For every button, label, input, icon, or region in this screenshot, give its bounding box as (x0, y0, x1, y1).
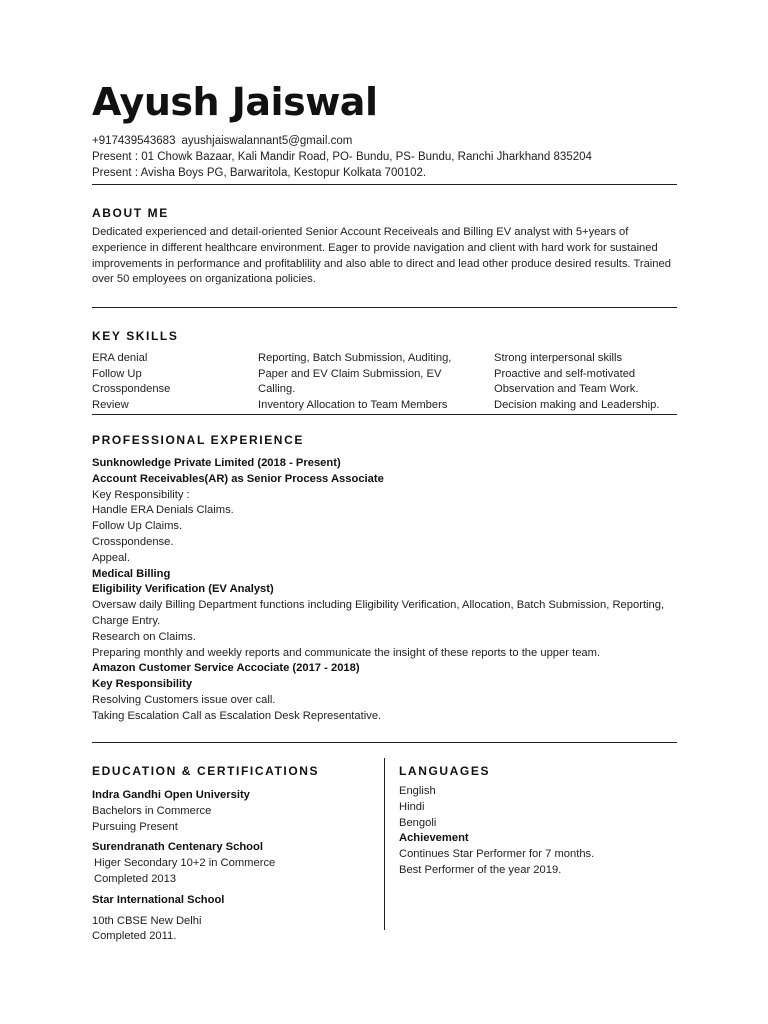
responsibility-item: Oversaw daily Billing Department functions including Eligibility Verification, Allocation, Batch Submission, Reporting, Charge Entry. (92, 599, 665, 627)
education-detail: Completed 2011. (92, 930, 177, 943)
job-role: Account Receivables(AR) as Senior Process Associate (92, 472, 384, 485)
skill-item: Paper and EV Claim Submission, EV (258, 367, 442, 380)
column-divider (384, 758, 385, 930)
skill-item: Proactive and self-motivated (494, 367, 636, 380)
education-block (92, 788, 275, 945)
skills-title: KEY SKILLS (92, 329, 179, 343)
skills-column-3 (494, 351, 659, 413)
language-item: Hindi (399, 800, 425, 813)
skill-item: Reporting, Batch Submission, Auditing, (258, 352, 452, 364)
responsibility-label: Key Responsibility (92, 678, 193, 691)
languages-title: LANGUAGES (399, 764, 491, 778)
about-title: ABOUT ME (92, 206, 169, 220)
skills-column-2 (258, 351, 451, 413)
skills-column-1 (92, 351, 170, 413)
language-item: English (399, 785, 436, 797)
skill-item: Crosspondense (92, 383, 171, 396)
responsibility-item: Resolving Customers issue over call. (92, 693, 276, 706)
education-detail: Bachelors in Commerce (92, 804, 212, 817)
skill-item: ERA denial (92, 352, 148, 364)
company-name: Amazon Customer Service Accociate (2017 - 2018) (92, 662, 360, 675)
achievement-item: Best Performer of the year 2019. (399, 863, 562, 876)
education-detail: Pursuing Present (92, 820, 178, 833)
about-text: Dedicated experienced and detail-oriented Senior Account Receiveals and Billing EV analyst with 5+years of experience in different healthcare environment. Eager to provide navigation and client with hard work for sustained improvements in performance and profitablility and also able to direct and lead other produce desired results. Trained over 50 employees on organizationa policies. (92, 226, 671, 286)
responsibility-item: Crosspondense. (92, 535, 174, 548)
skill-item: Strong interpersonal skills (494, 352, 623, 364)
skill-item: Observation and Team Work. (494, 383, 639, 396)
education-detail: Higer Secondary 10+2 in Commerce (94, 857, 276, 870)
job-role: Eligibility Verification (EV Analyst) (92, 583, 274, 596)
achievement-label: Achievement (399, 832, 469, 845)
skill-item: Decision making and Leadership. (494, 398, 660, 411)
languages-block (399, 784, 594, 879)
current-address: Present : Avisha Boys PG, Barwaritola, Kestopur Kolkata 700102. (92, 167, 427, 179)
skill-item: Follow Up (92, 367, 142, 380)
skill-item: Review (92, 398, 129, 411)
skill-item: Inventory Allocation to Team Members (258, 398, 448, 411)
candidate-name: Ayush Jaiswal (92, 80, 378, 124)
education-title: EDUCATION & CERTIFICATIONS (92, 764, 320, 778)
email-address: ayushjaiswalannant5@gmail.com (181, 135, 353, 147)
divider (92, 307, 677, 308)
language-item: Bengoli (399, 816, 437, 829)
permanent-address: Present : 01 Chowk Bazaar, Kali Mandir Road, PO- Bundu, PS- Bundu, Ranchi Jharkhand 835204 (92, 151, 592, 163)
divider (92, 414, 677, 415)
department-name: Medical Billing (92, 567, 171, 580)
education-detail: Completed 2013 (94, 872, 177, 885)
achievement-item: Continues Star Performer for 7 months. (399, 848, 595, 861)
school-name: Indra Gandhi Open University (92, 789, 250, 801)
responsibility-item: Research on Claims. (92, 630, 196, 643)
contact-block (92, 133, 592, 181)
responsibility-item: Taking Escalation Call as Escalation Desk Representative. (92, 709, 382, 722)
divider (92, 184, 677, 185)
experience-block (92, 456, 682, 725)
skill-item: Calling. (258, 383, 296, 396)
responsibility-item: Follow Up Claims. (92, 520, 183, 533)
school-name: Surendranath Centenary School (92, 841, 263, 854)
education-detail: 10th CBSE New Delhi (92, 914, 202, 927)
contact-line (92, 133, 592, 149)
responsibility-label: Key Responsibility : (92, 488, 190, 501)
responsibility-item: Appeal. (92, 551, 130, 564)
school-name: Star International School (92, 893, 225, 906)
experience-title: PROFESSIONAL EXPERIENCE (92, 433, 304, 447)
responsibility-item: Preparing monthly and weekly reports and communicate the insight of these reports to the upper team. (92, 646, 601, 659)
responsibility-item: Handle ERA Denials Claims. (92, 504, 234, 517)
company-name: Sunknowledge Private Limited (2018 - Present) (92, 457, 341, 469)
phone-number: +917439543683 (92, 135, 176, 147)
divider (92, 742, 677, 743)
